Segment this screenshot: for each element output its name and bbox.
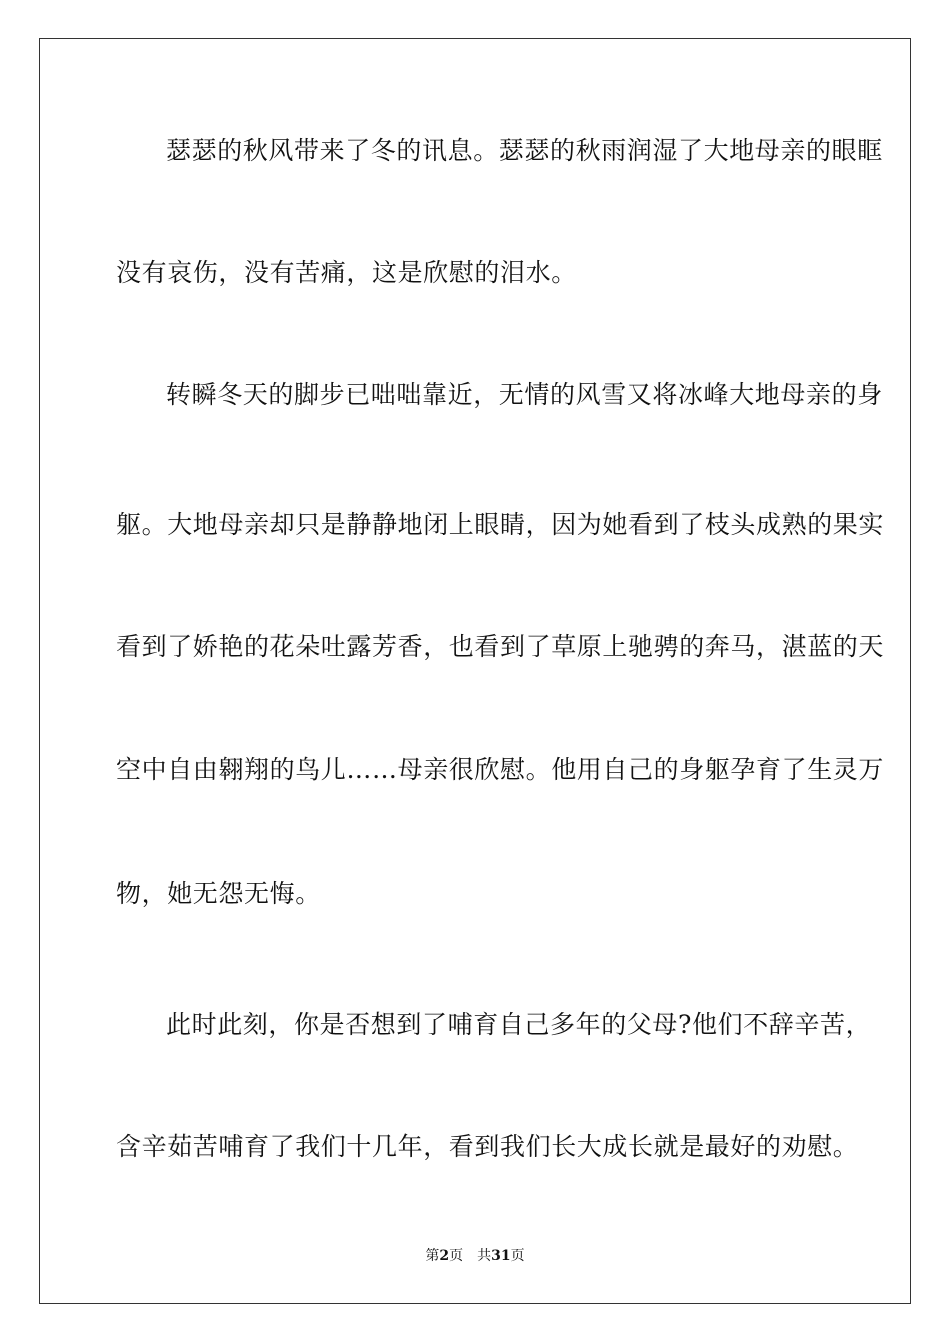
- total-prefix: 共: [477, 1248, 492, 1264]
- page-suffix: 页: [449, 1248, 464, 1264]
- paragraph-1-line-2: 没有哀伤，没有苦痛，这是欣慰的泪水。: [116, 258, 577, 287]
- total-pages: 31: [491, 1248, 511, 1264]
- paragraph-2-line-4: 空中自由翱翔的鸟儿……母亲很欣慰。他用自己的身躯孕育了生灵万: [116, 755, 885, 784]
- paragraph-3-line-2: 含辛茹苦哺育了我们十几年，看到我们长大成长就是最好的劝慰。: [116, 1132, 859, 1161]
- page-number: 2: [439, 1248, 450, 1264]
- total-suffix: 页: [510, 1248, 525, 1264]
- page-border: [39, 38, 911, 1304]
- paragraph-2-line-5: 物，她无怨无悔。: [116, 879, 321, 908]
- paragraph-2-line-1: 转瞬冬天的脚步已咄咄靠近，无情的风雪又将冰峰大地母亲的身: [166, 380, 883, 409]
- paragraph-2-line-3: 看到了娇艳的花朵吐露芳香，也看到了草原上驰骋的奔马，湛蓝的天: [116, 632, 885, 661]
- paragraph-3-line-1: 此时此刻，你是否想到了哺育自己多年的父母?他们不辞辛苦，: [166, 1010, 872, 1039]
- page-prefix: 第: [425, 1248, 440, 1264]
- page-footer: [0, 1246, 950, 1266]
- paragraph-1-line-1: 瑟瑟的秋风带来了冬的讯息。瑟瑟的秋雨润湿了大地母亲的眼眶: [166, 136, 883, 165]
- paragraph-2-line-2: 躯。大地母亲却只是静静地闭上眼睛，因为她看到了枝头成熟的果实: [116, 510, 885, 539]
